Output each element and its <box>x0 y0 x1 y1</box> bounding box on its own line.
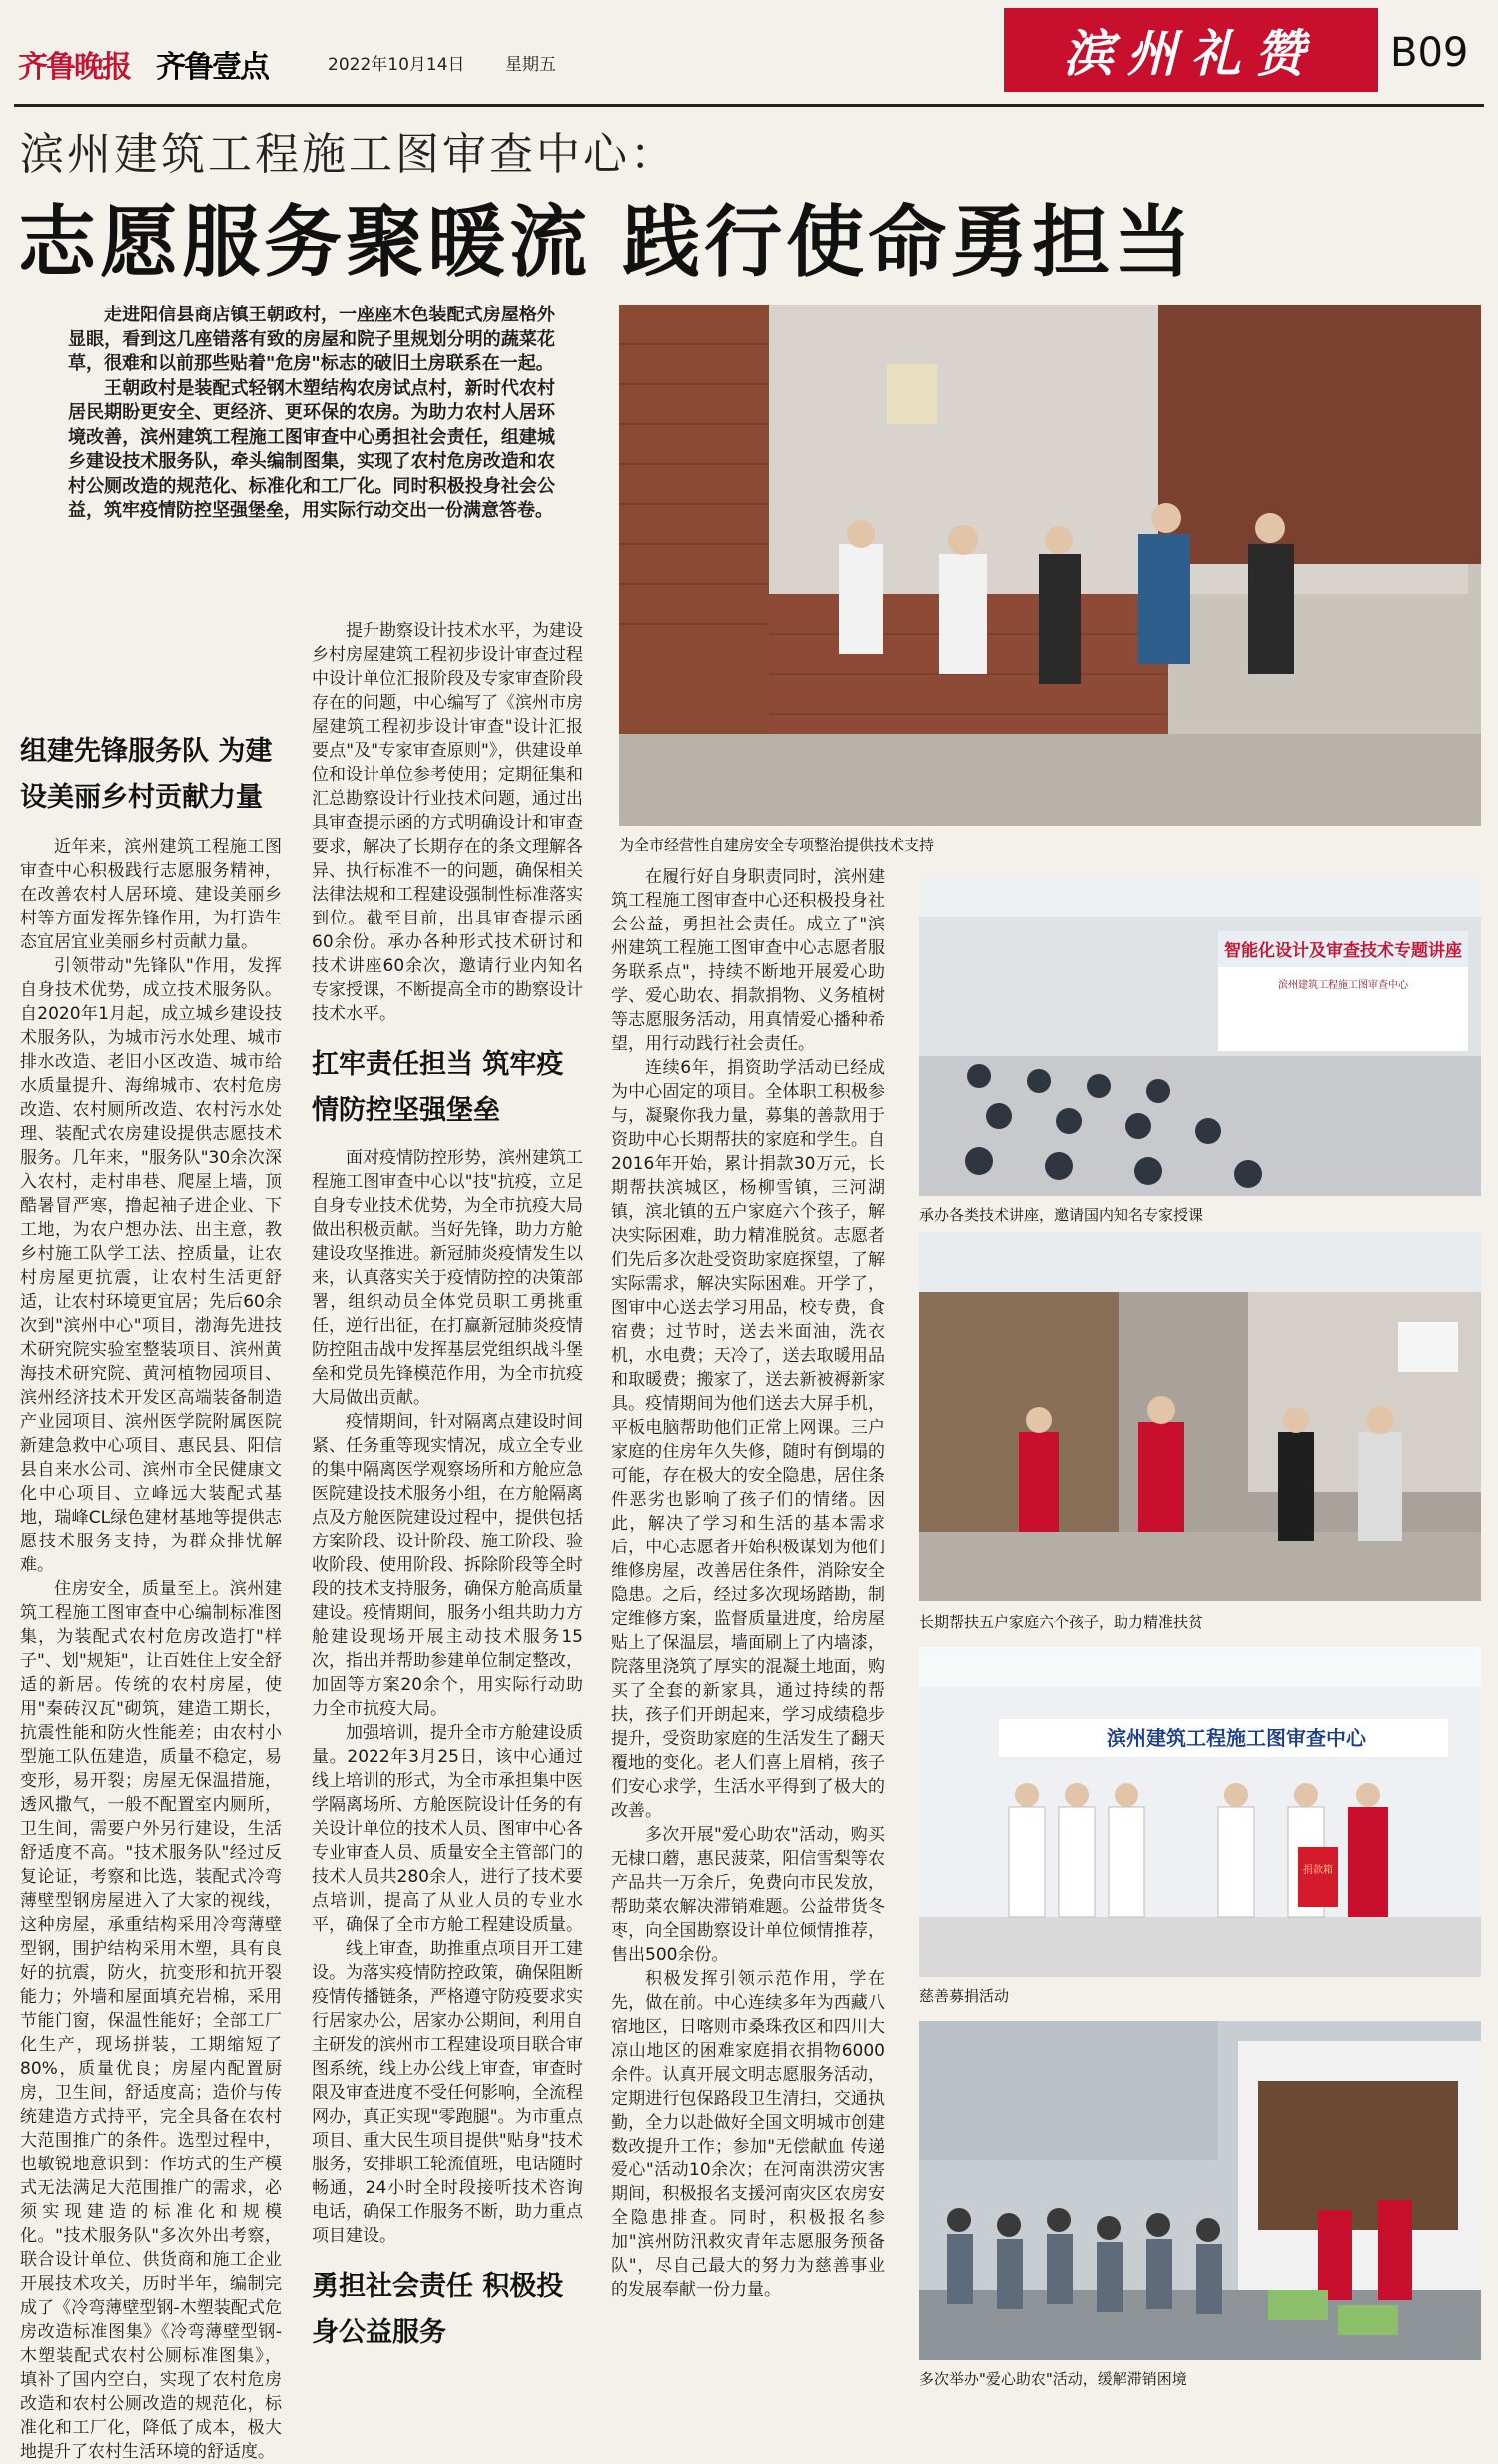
photo-farm-aid <box>919 2021 1481 2360</box>
kicker: 滨州建筑工程施工图审查中心： <box>20 129 677 180</box>
photo-caption: 多次举办"爱心助农"活动，缓解滞销困境 <box>919 2370 1187 2388</box>
body-paragraph: 线上审查，助推重点项目开工建设。为落实疫情防控政策，确保阻断疫情传播链条，严格遵守防疫要求实行居家办公，居家办公期间，利用自主研发的滨州市工程建设项目联合审图系统，线上办公线上审查，审查时限及审查进度不受任何影响，全流程网办，真正实现"零跑腿"。为市重点项目、重大民生项目提供"贴身"技术服务，安排职工轮流值班，电话随时畅通，24小时全时段接听技术咨询电话，确保工作服务不断，助力重点项目建设。 <box>312 1939 583 2246</box>
newspaper-logo: 齐鲁晚报 <box>18 50 130 85</box>
body-paragraph: 在履行好自身职责同时，滨州建筑工程施工图审查中心还积极投身社会公益，勇担社会责任。成立了"滨州建筑工程施工图审查中心志愿者服务联系点"，持续不断地开展爱心助学、爱心助农、捐款捐物、义务植树等志愿服务活动，用真情爱心播种希望，用行动践行社会责任。 <box>611 867 885 1054</box>
headline: 志愿服务聚暖流 践行使命勇担当 <box>18 197 1196 288</box>
section-1-title: 组建先锋服务队 为建设美丽乡村贡献力量 <box>20 736 273 813</box>
photo-donation <box>919 1647 1481 1977</box>
section-banner <box>1004 8 1378 92</box>
lead-paragraph: 走进阳信县商店镇王朝政村，一座座木色装配式房屋格外显眼，看到这几座错落有致的房屋和院子里规划分明的蔬菜花草，很难和以前那些贴着"危房"标志的破旧土房联系在一起。 <box>68 305 555 374</box>
screen-subtitle: 滨州建筑工程施工图审查中心 <box>1278 980 1408 991</box>
lead-block <box>68 304 555 524</box>
body-paragraph: 疫情期间，针对隔离点建设时间紧、任务重等现实情况，成立全专业的集中隔离医学观察场所和方舱应急医院建设技术服务小组，在方舱隔离点及方舱医院建设过程中，提供包括方案阶段、设计阶段、施工阶段、验收阶段、使用阶段、拆除阶段等全时段的技术支持服务，确保方舱高质量建设。疫情期间，服务小组共助力方舱建设现场开展主动技术服务15次，指出并帮助参建单位制定整改，加固等方案20余个，用实际行动助力全市抗疫大局。 <box>312 1412 583 1719</box>
body-paragraph: 加强培训，提升全市方舱建设质量。2022年3月25日，该中心通过线上培训的形式，为全市承担集中医学隔离场所、方舱医院设计任务的有关设计单位的技术人员、图审中心各专业审查人员、质量安全主管部门的技术人员共280余人，进行了技术要点培训，提高了从业人员的专业水平，确保了全市方舱工程建设质量。 <box>312 1723 583 1935</box>
issue-weekday: 星期五 <box>505 55 556 75</box>
body-paragraph: 住房安全，质量至上。滨州建筑工程施工图审查中心编制标准图集，为装配式农村危房改造打"样子"、划"规矩"，让百姓住上安全舒适的新居。传统的农村房屋，使用"秦砖汉瓦"砌筑，建造工期长，抗震性能和防火性能差；由农村小型施工队伍建造，质量不稳定，易变形，易开裂；房屋无保温措施，透风撒气，一般不配置室内厕所，卫生间，需要户外另行建设，生活舒适度不高。"技术服务队"经过反复论证，考察和比选，装配式冷弯薄壁型钢房屋进入了大家的视线，这种房屋，承重结构采用冷弯薄壁型钢，围护结构采用木塑，具有良好的抗震，防火，抗变形和抗开裂能力；外墙和屋面填充岩棉，采用节能门窗，保温性能好；全部工厂化生产，现场拼装，工期缩短了80%，质量优良；房屋内配置厨房，卫生间，舒适度高；造价与传统建造方式持平，完全具备在农村大范围推广的条件。选型过程中，也敏锐地意识到：作坊式的生产模式无法满足大范围推广的需求，必须实现建造的标准化和规模化。"技术服务队"多次外出考察，联合设计单位、供货商和施工企业开展技术攻关，历时半年，编制完成了《冷弯薄壁型钢-木塑装配式危房改造标准图集》《冷弯薄壁型钢-木塑装配式农村公厕标准图集》，填补了国内空白，实现了农村危房改造和农村公厕改造的规范化，标准化和工厂化，降低了成本，极大地提升了农村生活环境的舒适度。 <box>20 1579 282 2462</box>
photo-lecture <box>919 877 1481 1196</box>
photo-inspection <box>619 305 1481 826</box>
issue-date: 2022年10月14日 <box>328 55 465 75</box>
page-number: B09 <box>1390 30 1469 76</box>
body-paragraph: 近年来，滨州建筑工程施工图审查中心积极践行志愿服务精神，在改善农村人居环境、建设美丽乡村等方面发挥先锋作用，为打造生态宜居宜业美丽乡村贡献力量。 <box>20 837 282 952</box>
lead-paragraph: 王朝政村是装配式轻钢木塑结构农房试点村，新时代农村居民期盼更安全、更经济、更环保的农房。为助力农村人居环境改善，滨州建筑工程施工图审查中心勇担社会责任，组建城乡建设技术服务队，牵头编制图集，实现了农村危房改造和农村公厕改造的规范化、标准化和工厂化。同时积极投身社会公益，筑牢疫情防控坚强堡垒，用实际行动交出一份满意答卷。 <box>68 377 555 521</box>
banner-text: 滨州建筑工程施工图审查中心 <box>1107 1726 1366 1750</box>
section-3-title: 勇担社会责任 积极投身公益服务 <box>312 2271 564 2348</box>
column-3 <box>611 865 885 2302</box>
photo-poverty-aid <box>919 1232 1481 1601</box>
photo-caption: 慈善募捐活动 <box>919 1987 1010 2005</box>
body-paragraph: 多次开展"爱心助农"活动，购买无棣口蘑，惠民菠菜，阳信雪梨等农产品共一万余斤，免费向市民发放，帮助菜农解决滞销难题。公益带货冬枣，向全国勘察设计单位倾情推荐，售出500余份。 <box>611 1825 885 1965</box>
body-paragraph: 提升勘察设计技术水平，为建设乡村房屋建筑工程初步设计审查过程中设计单位汇报阶段及专家审查阶段存在的问题，中心编写了《滨州市房屋建筑工程初步设计审查"设计汇报要点"及"专家审查原则"》，供建设单位和设计单位参考使用；定期征集和汇总勘察设计行业技术问题，通过出具审查提示函的方式明确设计和审查要求，解决了长期存在的条文理解各异、执行标准不一的问题，确保相关法律法规和工程建设强制性标准落实到位。截至目前，出具审查提示函60余份。承办各种形式技术研讨和技术讲座60余次，邀请行业内知名专家授课，不断提高全市的勘察设计技术水平。 <box>312 621 583 1024</box>
app-logo: 齐鲁壹点 <box>156 50 268 85</box>
column-1 <box>20 729 282 2464</box>
body-paragraph: 连续6年，捐资助学活动已经成为中心固定的项目。全体职工积极参与，凝聚你我力量，募集的善款用于资助中心长期帮扶的家庭和学生。自2016年开始，累计捐款30万元，长期帮扶滨城区，杨柳雪镇，三河湖镇，滨北镇的五户家庭六个孩子，解决实际困难，助力精准脱贫。志愿者们先后多次赴受资助家庭探望，了解实际需求，解决实际困难。开学了，图审中心送去学习用品，校专费，食宿费；过节时，送去米面油，洗衣机，水电费；天冷了，送去取暖用品和取暖费；搬家了，送去新被褥新家具。疫情期间为他们送去大屏手机，平板电脑帮助他们正常上网课。三户家庭的住房年久失修，随时有倒塌的可能，存在极大的安全隐患，居住条件恶劣也影响了孩子们的情绪。因此，解决了学习和生活的基本需求后，中心志愿者开始积极谋划为他们维修房屋，改善居住条件，消除安全隐患。之后，经过多次现场踏勘，制定维修方案，监督质量进度，给房屋贴上了保温层，墙面刷上了内墙漆，院落里浇筑了厚实的混凝土地面，购买了全套的新家具，通过持续的帮扶，孩子们开朗起来，学习成绩稳步提升，受资助家庭的生活发生了翻天覆地的变化。老人们喜上眉梢，孩子们安心求学，生活水平得到了极大的改善。 <box>611 1058 885 1821</box>
body-paragraph: 面对疫情防控形势，滨州建筑工程施工图审查中心以"技"抗疫，立足自身专业技术优势，为全市抗疫大局做出积极贡献。当好先锋，助力方舱建设攻坚推进。新冠肺炎疫情发生以来，认真落实关于疫情防控的决策部署，组织动员全体党员职工勇挑重任，逆行出征，在打赢新冠肺炎疫情防控阻击战中发挥基层党组织战斗堡垒和党员先锋模范作用，为全市抗疫大局做出贡献。 <box>312 1148 583 1408</box>
column-2 <box>312 619 583 2356</box>
body-paragraph: 积极发挥引领示范作用，学在先，做在前。中心连续多年为西藏八宿地区，日喀则市桑珠孜区和四川大凉山地区的困难家庭捐衣捐物6000余件。认真开展文明志愿服务活动，定期进行包保路段卫生清扫，交通执勤，全力以赴做好全国文明城市创建数改提升工作；参加"无偿献血 传递爱心"活动10余次；在河南洪涝灾害期间，积极报名支援河南灾区农房安全隐患排查。同时，积极报名参加"滨州防汛救灾青年志愿服务预备队"，尽自己最大的努力为慈善事业的发展奉献一份力量。 <box>611 1969 885 2300</box>
section-2-title: 扛牢责任担当 筑牢疫情防控坚强堡垒 <box>312 1049 564 1126</box>
header-rule <box>14 104 1484 107</box>
donation-box-label: 捐款箱 <box>1303 1865 1333 1876</box>
photo-caption: 承办各类技术讲座，邀请国内知名专家授课 <box>919 1206 1204 1224</box>
photo-caption: 为全市经营性自建房安全专项整治提供技术支持 <box>619 836 935 854</box>
photo-caption: 长期帮扶五户家庭六个孩子，助力精准扶贫 <box>919 1613 1204 1631</box>
screen-title: 智能化设计及审查技术专题讲座 <box>1224 941 1462 961</box>
section-title: 滨州礼赞 <box>1063 24 1319 83</box>
body-paragraph: 引领带动"先锋队"作用，发挥自身技术优势，成立技术服务队。自2020年1月起，成立城乡建设技术服务队，为城市污水处理、城市排水改造、老旧小区改造、城市给水质量提升、海绵城市、农村危房改造、农村厕所改造、农村污水处理、装配式农房建设提供志愿技术服务。几年来，"服务队"30余次深入农村，走村串巷、爬屋上墙，顶酷暑冒严寒，撸起袖子进企业、下工地，为农户想办法、出主意，教乡村施工队学工法、控质量，让农村房屋更抗震，让农村生活更舒适，让农村环境更宜居；先后60余次到"滨州中心"项目，渤海先进技术研究院实验室整装项目、滨州黄海技术研究院、黄河植物园项目、滨州经济技术开发区高端装备制造产业园项目、滨州医学院附属医院新建急救中心项目、惠民县、阳信县自来水公司、滨州市全民健康文化中心项目、立峰远大装配式基地，瑞峰CL绿色建材基地等提供志愿技术服务支持，为群众排忧解难。 <box>20 956 282 1575</box>
